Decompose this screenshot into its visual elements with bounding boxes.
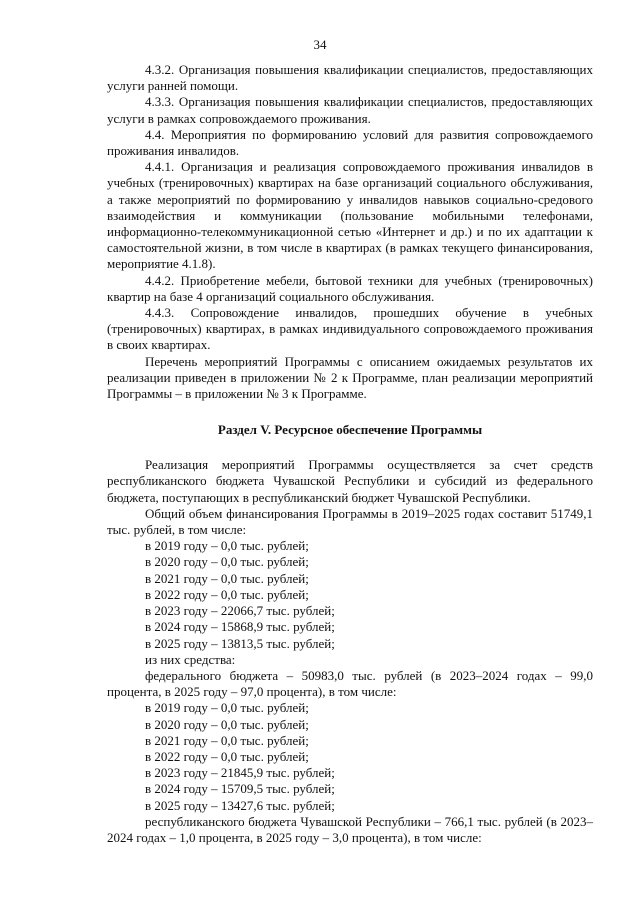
- paragraph-republic-intro: республиканского бюджета Чувашской Республики – 766,1 тыс. рублей (в 2023–2024 годах – 1,0 процента, в 2025 году – 3,0 процента), в том числе:: [107, 813, 593, 845]
- section-heading: Раздел V. Ресурсное обеспечение Программы: [217, 422, 483, 438]
- page-number: 34: [313, 37, 327, 52]
- list-item: в 2025 году – 13813,5 тыс. рублей;: [145, 635, 335, 651]
- paragraph-appendix-reference: Перечень мероприятий Программы с описанием ожидаемых результатов их реализации приведен в приложении № 2 к Программе, план реализации мероприятий Программы – в приложении № 3 к Программе.: [107, 353, 593, 402]
- paragraph-4-4-1: 4.4.1. Организация и реализация сопровождаемого проживания инвалидов в учебных (тренировочных) квартирах на базе организаций социального обслуживания, а также мероприятий по формированию у инвалидов навыков социально-средового взаимодействия и коммуникации (пользование мобильными телефонами, информационно-телекоммуникационной сетью «Интернет и др.) и по их адаптации к самостоятельной жизни, в том числе в квартирах (в рамках текущего финансирования, мероприятие 4.1.8).: [107, 159, 593, 272]
- list-item: в 2021 году – 0,0 тыс. рублей;: [145, 732, 309, 748]
- list-item: в 2019 году – 0,0 тыс. рублей;: [145, 538, 309, 554]
- list-item: в 2022 году – 0,0 тыс. рублей;: [145, 748, 309, 764]
- list-item: в 2025 году – 13427,6 тыс. рублей;: [145, 797, 335, 813]
- list-item: в 2021 году – 0,0 тыс. рублей;: [145, 570, 309, 586]
- paragraph-4-4-3: 4.4.3. Сопровождение инвалидов, прошедших обучение в учебных (тренировочных) квартирах, в рамках индивидуального сопровождаемого проживания в своих квартирах.: [107, 305, 593, 353]
- paragraph-federal-intro: федерального бюджета – 50983,0 тыс. рублей (в 2023–2024 годах – 99,0 процента, в 2025 году – 97,0 процента), в том числе:: [107, 667, 593, 700]
- list-item: в 2024 году – 15709,5 тыс. рублей;: [145, 781, 335, 797]
- list-item: в 2020 году – 0,0 тыс. рублей;: [145, 554, 309, 570]
- total-by-year-list: [107, 538, 593, 651]
- paragraph-4-4: 4.4. Мероприятия по формированию условий для развития сопровождаемого проживания инвалидов.: [107, 126, 593, 159]
- paragraph-total-intro: Общий объем финансирования Программы в 2019–2025 годах составит 51749,1 тыс. рублей, в том числе:: [107, 505, 593, 538]
- paragraph-4-3-3: 4.3.3. Организация повышения квалификации специалистов, предоставляющих услуги в рамках сопровождаемого проживания.: [107, 94, 593, 126]
- of-them-label: из них средства:: [145, 651, 236, 667]
- list-item: в 2023 году – 21845,9 тыс. рублей;: [145, 765, 335, 781]
- paragraph-4-3-2: 4.3.2. Организация повышения квалификации специалистов, предоставляющих услуги ранней помощи.: [107, 62, 593, 94]
- paragraph-funding-intro: Реализация мероприятий Программы осуществляется за счет средств республиканского бюджета Чувашской Республики и субсидий из федерального бюджета, поступающих в республиканский бюджет Чувашской Республики.: [107, 457, 593, 505]
- list-item: в 2020 году – 0,0 тыс. рублей;: [145, 716, 309, 732]
- list-item: в 2019 году – 0,0 тыс. рублей;: [145, 700, 309, 716]
- list-item: в 2022 году – 0,0 тыс. рублей;: [145, 586, 309, 602]
- paragraph-4-4-2: 4.4.2. Приобретение мебели, бытовой техники для учебных (тренировочных) квартир на базе 4 организаций социального обслуживания.: [107, 272, 593, 304]
- document-body: [107, 62, 593, 846]
- list-item: в 2023 году – 22066,7 тыс. рублей;: [145, 603, 335, 619]
- federal-by-year-list: [107, 700, 593, 813]
- list-item: в 2024 году – 15868,9 тыс. рублей;: [145, 619, 335, 635]
